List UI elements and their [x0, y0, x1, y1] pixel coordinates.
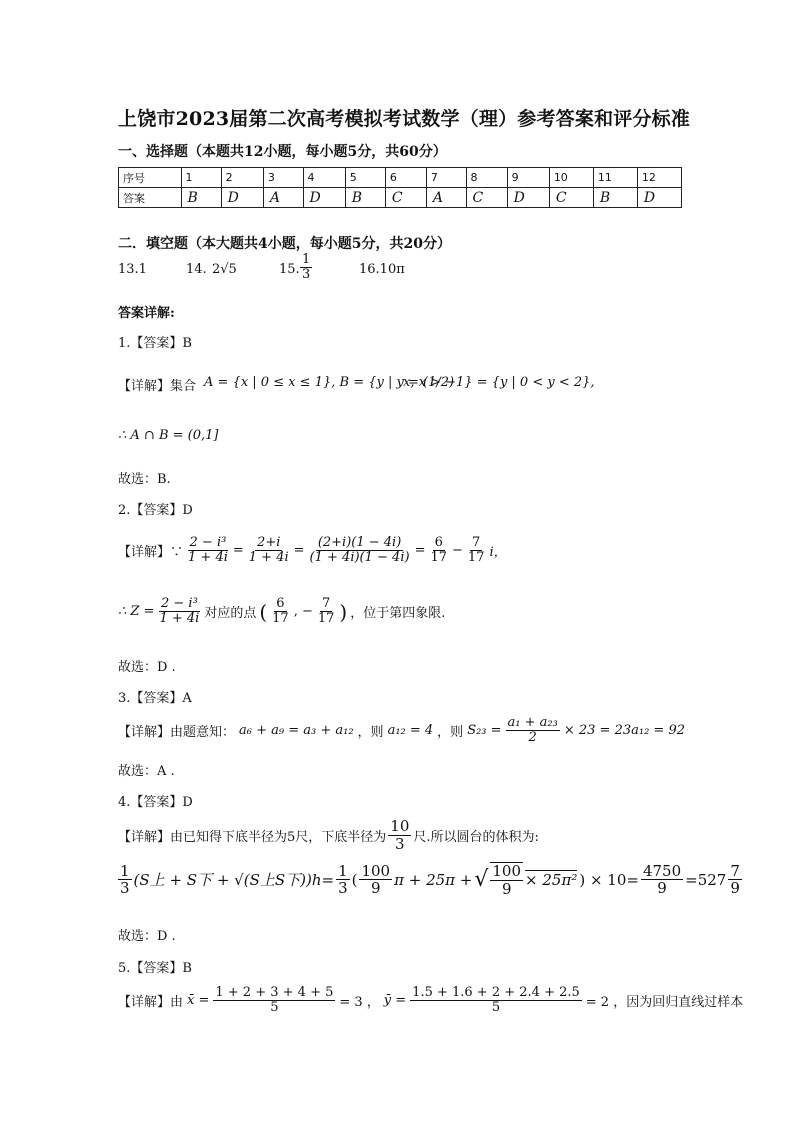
fraction-denominator: 9 [657, 879, 667, 897]
fraction-numerator: 7 [472, 535, 481, 550]
fraction-denominator: 3 [302, 267, 311, 283]
fraction-numerator: 1 [120, 861, 130, 880]
fraction-numerator: 7 [730, 861, 740, 880]
q3-equation-2: a₁₂ = 4 [387, 723, 434, 739]
fraction-denominator: 17 [317, 611, 335, 627]
q3-answer: 3.【答案】A [118, 691, 192, 706]
q3-choose: 故选：A . [118, 764, 175, 779]
table-cell-answer: A [426, 188, 466, 208]
q5-y-tail: = 2 ，因为回归直线过样本 [585, 995, 744, 1011]
table-cell-number: 8 [466, 168, 507, 188]
table-cell-number: 10 [549, 168, 593, 188]
fraction-denominator: 1 + 4i [159, 611, 200, 627]
page-title: 上饶市2023届第二次高考模拟考试数学（理）参考答案和评分标准 [118, 108, 691, 130]
q4-formula-equals: =527 [685, 870, 727, 889]
q4-formula-mid2: π + 25π + [394, 870, 473, 889]
table-row-numbers [119, 168, 682, 188]
section-heading-choice: 一、选择题（本题共12小题，每小题5分，共60分） [118, 144, 447, 160]
table-cell-number: 6 [385, 168, 426, 188]
fraction-numerator: 1 + 2 + 3 + 4 + 5 [215, 985, 334, 1000]
fraction-denominator: 2 [528, 730, 537, 746]
fraction-denominator: 9 [371, 879, 381, 897]
fraction-numerator: a₁ + a₂₃ [507, 715, 558, 730]
table-cell-number: 7 [426, 168, 466, 188]
q2-answer: 2.【答案】D [118, 503, 193, 518]
table-cell-number: 1 [181, 168, 221, 188]
table-cell-answer: D [507, 188, 549, 208]
table-cell-answer: C [466, 188, 507, 208]
table-cell-answer: B [593, 188, 637, 208]
q5-detail-line [118, 986, 743, 1016]
table-cell-answer: D [221, 188, 263, 208]
fraction-denominator: 3 [338, 879, 348, 897]
answer-table [118, 167, 682, 208]
fraction-numerator: 6 [434, 535, 443, 550]
fraction-denominator: 1 + 4i [248, 550, 289, 566]
fraction-numerator: 6 [276, 596, 285, 611]
q3-connector-2: ，则 [437, 725, 464, 741]
q2-point-line: ∴ Z = $\frac{\text{2 − i³}}{1 + 4i}$ 对应的点 ( $\frac{6}{17}$ , − $\frac{7}{17}$ ) ，位于第四象限. [118, 596, 446, 627]
fraction-numerator: 2+i [257, 535, 281, 550]
fraction-denominator: 1 + 4i [188, 550, 228, 566]
q2-tail: i， [489, 545, 507, 561]
table-cell-answer: D [303, 188, 345, 208]
fraction-numerator: 7 [322, 596, 331, 611]
table-cell-answer: B [181, 188, 221, 208]
table-cell-number: 12 [637, 168, 681, 188]
fraction-denominator: (1 + 4i)(1 − 4i) [309, 550, 410, 566]
fraction-denominator: 17 [430, 550, 448, 566]
q5-detail-label: 【详解】由 [118, 995, 184, 1011]
q1-sets-tail: x, x > −1} = {y | 0 < y < 2}, [403, 375, 595, 390]
q2-detail-label: 【详解】∵ [118, 545, 184, 561]
q5-answer: 5.【答案】B [118, 961, 192, 976]
table-cell-answer: C [385, 188, 426, 208]
fill-label-15: 15. [279, 262, 300, 277]
fraction-denominator: 9 [730, 879, 740, 897]
fraction-denominator: 9 [501, 879, 512, 898]
table-cell-number: 2 [221, 168, 263, 188]
fraction-denominator: 17 [467, 550, 485, 566]
q3-connector: ，则 [357, 725, 384, 741]
q1-choose: 故选：B. [118, 472, 171, 487]
fill-label-14: 14. [186, 262, 207, 277]
fraction-numerator: 1.5 + 1.6 + 2 + 2.4 + 2.5 [412, 985, 580, 1000]
q4-detail-a: 【详解】由已知得下底半径为5尺，下底半径为 [118, 829, 387, 845]
fraction-denominator: 5 [491, 1000, 501, 1016]
q3-sum-tail: × 23 = 23a₁₂ = 92 [563, 723, 685, 739]
q4-formula-mid: (S上 + S下 + √(S上S下))h= [133, 871, 335, 889]
q2-detail-line: 【详解】∵ $\frac{\text{2 − i³}}{1 + 4i}$ = $\frac{2+i}{1 + 4i}$ = $\frac{(2+i)(1 - 4i)}{(1 + 4i)(1 - 4i)}$ = $\frac{6}{17}$ − $\frac{7}{17}$ i， [118, 535, 507, 566]
table-header-answer: 答案 [119, 188, 182, 208]
fraction-denominator: 3 [395, 834, 405, 853]
fraction-numerator: (2+i)(1 − 4i) [317, 535, 402, 550]
fraction-numerator: 100 [492, 862, 522, 880]
table-cell-number: 5 [345, 168, 385, 188]
q3-detail-label: 【详解】由题意知： [118, 725, 236, 741]
q2-point-text: 对应的点 [204, 606, 257, 622]
q2-choose: 故选：D . [118, 660, 176, 675]
fraction-denominator: 3 [120, 879, 130, 897]
fraction-numerator: 100 [361, 861, 391, 880]
table-cell-answer: B [345, 188, 385, 208]
q3-equation-1: a₆ + a₉ = a₃ + a₁₂ [239, 723, 354, 739]
fraction-numerator: 1 [338, 861, 348, 880]
table-cell-number: 9 [507, 168, 549, 188]
section-heading-fill: 二．填空题（本大题共4小题，每小题5分，共20分） [118, 236, 451, 252]
q1-conclusion: ∴ A ∩ B = (0,1] [118, 428, 219, 443]
table-cell-number: 3 [263, 168, 303, 188]
q1-detail-label: 【详解】集合 [118, 379, 197, 394]
fill-answer-13: 13.1 [118, 262, 147, 277]
q2-quadrant: ，位于第四象限. [350, 606, 446, 622]
table-cell-number: 11 [593, 168, 637, 188]
q4-formula-mid3: × 25π² [525, 871, 578, 889]
fraction-numerator: 1 [302, 252, 311, 267]
q1-answer: 1.【答案】B [118, 336, 192, 351]
table-cell-answer: A [263, 188, 303, 208]
fraction-numerator: 10 [390, 817, 410, 835]
q5-ybar: ȳ = [383, 993, 407, 1009]
q4-volume-formula: $\frac{1}{3}$ (S上 + S下 + √(S上S下))h= $\frac{1}{3}$ ( $\frac{100}{9}$ π + 25π + √ $\frac{100}{9}$ × 25π² ) × 10= $\frac{4750}{9}$ =527 $\frac{7}{9}$ [120, 861, 740, 898]
q5-x-tail: = 3 ， [339, 995, 380, 1011]
fraction-numerator: 2 − i³ [160, 596, 198, 611]
q3-sum-prefix: S₂₃ = [467, 723, 502, 739]
fill-answer-16: 16.10π [359, 262, 405, 277]
fraction-denominator: 5 [270, 1000, 279, 1016]
q4-answer: 4.【答案】D [118, 795, 193, 810]
table-row-answers [119, 188, 682, 208]
q4-detail-line [118, 818, 539, 852]
q2-z-prefix: ∴ Z = [118, 604, 155, 620]
fraction-numerator: 2 − i³ [189, 535, 227, 550]
table-header-number: 序号 [119, 168, 182, 188]
fraction-denominator: 17 [272, 611, 289, 627]
fraction-numerator: 4750 [642, 861, 682, 880]
q5-xbar: x̄ = [187, 993, 210, 1009]
table-cell-number: 4 [303, 168, 345, 188]
details-heading: 答案详解: [118, 306, 175, 321]
table-cell-answer: C [549, 188, 593, 208]
q3-detail-line [118, 716, 685, 746]
q1-sets: A = {x | 0 ≤ x ≤ 1}, B = {y | y = (1/2) [204, 375, 455, 390]
table-cell-answer: D [637, 188, 681, 208]
q4-choose: 故选：D . [118, 929, 176, 944]
fill-answer-14: 2√5 [212, 262, 237, 277]
q4-detail-b: 尺.所以圆台的体积为: [413, 829, 539, 845]
q4-formula-mid4: ) × 10= [579, 870, 639, 889]
fill-answer-15 [300, 253, 312, 283]
